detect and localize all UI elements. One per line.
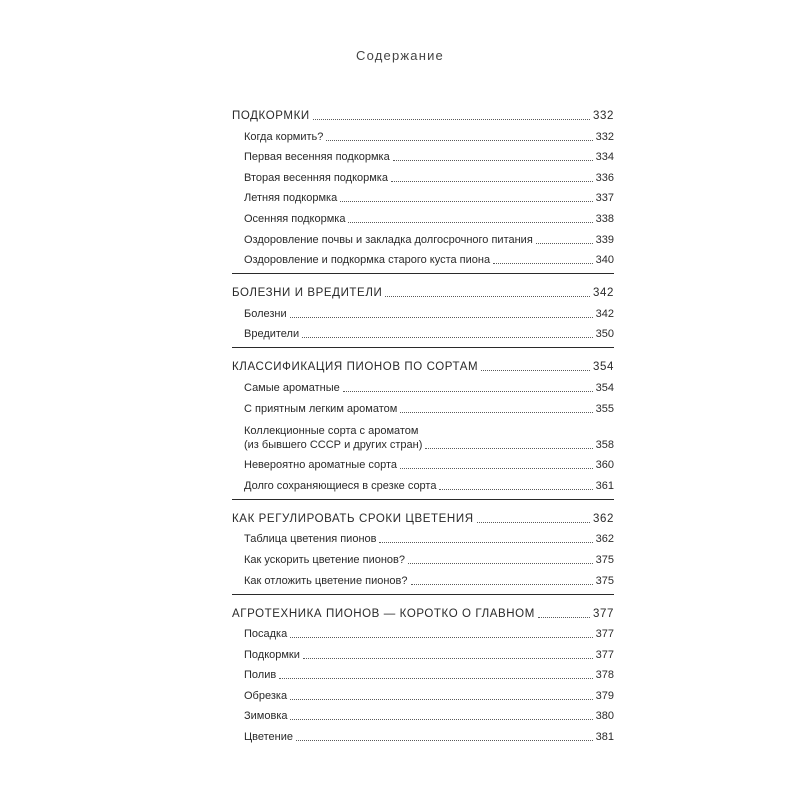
dot-leader: [411, 584, 593, 585]
dot-leader: [326, 140, 592, 141]
dot-leader: [391, 181, 593, 182]
toc-item-label: Летняя подкормка: [244, 192, 338, 205]
toc-item-label: Осенняя подкормка: [244, 212, 346, 225]
page-title: Содержание: [356, 48, 444, 63]
toc-item[interactable]: [232, 663, 614, 684]
toc-item-label: Болезни: [244, 307, 287, 320]
toc-item-label: Посадка: [244, 628, 288, 641]
dot-leader: [393, 160, 593, 161]
dot-leader: [290, 317, 593, 318]
toc-item-label-line2: (из бывшего СССР и других стран): [244, 438, 423, 451]
toc-item-label: Когда кормить?: [244, 130, 324, 143]
toc-page-number: 377: [595, 648, 614, 661]
toc-item-label: Самые ароматные: [244, 381, 340, 394]
toc-item[interactable]: [232, 453, 614, 474]
dot-leader: [340, 201, 592, 202]
dot-leader: [302, 337, 593, 338]
toc-heading[interactable]: [232, 506, 614, 527]
dot-leader: [343, 391, 593, 392]
dot-leader: [408, 563, 593, 564]
toc-item[interactable]: [232, 227, 614, 248]
toc-item[interactable]: [232, 145, 614, 166]
toc-page-number: 378: [595, 669, 614, 682]
toc-heading[interactable]: [232, 280, 614, 301]
toc-page-number: 332: [593, 110, 614, 122]
toc-heading[interactable]: [232, 601, 614, 622]
toc-item[interactable]: [232, 724, 614, 745]
table-of-contents: [232, 103, 614, 756]
toc-page-number: 342: [593, 287, 614, 300]
toc-item[interactable]: [232, 124, 614, 145]
toc-item-label: С приятным легким ароматом: [244, 402, 398, 415]
toc-item-label: Долго сохраняющиеся в срезке сорта: [244, 479, 437, 492]
toc-page-number: 336: [595, 171, 614, 184]
toc-item[interactable]: [232, 186, 614, 207]
toc-item-label: Как отложить цветение пионов?: [244, 574, 408, 587]
dot-leader: [348, 222, 592, 223]
toc-heading[interactable]: [232, 354, 614, 375]
dot-leader: [425, 448, 592, 449]
toc-item-label-line1: Коллекционные сорта с ароматом: [244, 424, 419, 437]
toc-page-number: 334: [595, 151, 614, 164]
toc-page-number: 375: [595, 574, 614, 587]
toc-item[interactable]: [232, 248, 614, 269]
toc-item-label: Вторая весенняя подкормка: [244, 171, 388, 184]
toc-page-number: 361: [595, 479, 614, 492]
toc-item-label: Подкормки: [244, 648, 300, 661]
toc-item-label: Зимовка: [244, 710, 288, 723]
toc-item-label: Вредители: [244, 328, 300, 341]
dot-leader: [477, 522, 590, 523]
toc-item-label: Оздоровление почвы и закладка долгосрочного питания: [244, 233, 533, 246]
dot-leader: [493, 263, 593, 264]
toc-item[interactable]: [232, 301, 614, 322]
toc-page-number: 360: [595, 459, 614, 472]
toc-item[interactable]: [232, 165, 614, 186]
dot-leader: [303, 658, 593, 659]
toc-page-number: 355: [595, 402, 614, 415]
toc-section-diseases: [232, 280, 614, 348]
toc-page-number: 354: [595, 381, 614, 394]
dot-leader: [290, 637, 592, 638]
toc-item[interactable]: [232, 396, 614, 417]
toc-page-number: 379: [595, 689, 614, 702]
toc-item[interactable]: [232, 322, 614, 343]
toc-item[interactable]: [232, 206, 614, 227]
dot-leader: [538, 617, 590, 618]
dot-leader: [385, 296, 590, 297]
dot-leader: [296, 740, 593, 741]
toc-page-number: 337: [595, 192, 614, 205]
toc-heading-label: ПОДКОРМКИ: [232, 110, 310, 122]
toc-item[interactable]: [232, 704, 614, 725]
toc-item[interactable]: [232, 622, 614, 643]
dot-leader: [279, 678, 592, 679]
toc-page-number: 362: [593, 512, 614, 525]
toc-page-number: 354: [593, 361, 614, 374]
dot-leader: [313, 119, 590, 120]
toc-item-label: Как ускорить цветение пионов?: [244, 553, 405, 566]
toc-heading-label: БОЛЕЗНИ И ВРЕДИТЕЛИ: [232, 287, 383, 300]
toc-page-number: 380: [595, 710, 614, 723]
dot-leader: [290, 699, 593, 700]
dot-leader: [536, 243, 593, 244]
toc-item-label: Таблица цветения пионов: [244, 533, 377, 546]
toc-item-label: [244, 424, 422, 453]
toc-page-number: 358: [595, 438, 614, 451]
dot-leader: [439, 489, 592, 490]
toc-page-number: 342: [595, 307, 614, 320]
toc-heading-label: КЛАССИФИКАЦИЯ ПИОНОВ ПО СОРТАМ: [232, 361, 479, 374]
toc-item-label: Первая весенняя подкормка: [244, 151, 390, 164]
toc-page-number: 362: [595, 533, 614, 546]
toc-page-number: 375: [595, 553, 614, 566]
toc-page-number: 377: [593, 607, 614, 620]
toc-page-number: 350: [595, 328, 614, 341]
toc-heading-label: АГРОТЕХНИКА ПИОНОВ — КОРОТКО О ГЛАВНОМ: [232, 607, 535, 620]
toc-heading-label: КАК РЕГУЛИРОВАТЬ СРОКИ ЦВЕТЕНИЯ: [232, 512, 474, 525]
dot-leader: [400, 412, 592, 413]
toc-item[interactable]: [232, 473, 614, 494]
toc-item[interactable]: [232, 417, 614, 453]
toc-page-number: 339: [595, 233, 614, 246]
toc-item[interactable]: [232, 547, 614, 568]
toc-item-label: Обрезка: [244, 689, 288, 702]
toc-page-number: 340: [595, 254, 614, 267]
toc-item[interactable]: [232, 568, 614, 589]
toc-page-number: 332: [595, 130, 614, 143]
toc-item[interactable]: [232, 527, 614, 548]
dot-leader: [481, 370, 590, 371]
toc-item-label: Невероятно ароматные сорта: [244, 459, 398, 472]
dot-leader: [379, 542, 592, 543]
toc-section-classification: [232, 354, 614, 499]
toc-item-label: Оздоровление и подкормка старого куста пиона: [244, 254, 491, 267]
dot-leader: [290, 719, 592, 720]
toc-item[interactable]: [232, 683, 614, 704]
toc-page-number: 381: [595, 731, 614, 744]
toc-page-number: 377: [595, 628, 614, 641]
dot-leader: [400, 468, 593, 469]
toc-item[interactable]: [232, 642, 614, 663]
toc-heading[interactable]: [232, 103, 614, 124]
toc-section-bloom-timing: [232, 506, 614, 595]
toc-page-number: 338: [595, 212, 614, 225]
toc-section-agrotechnics: [232, 601, 614, 751]
toc-item[interactable]: [232, 375, 614, 396]
toc-item-label: Полив: [244, 669, 277, 682]
toc-section-feeding: [232, 103, 614, 274]
toc-item-label: Цветение: [244, 731, 293, 744]
